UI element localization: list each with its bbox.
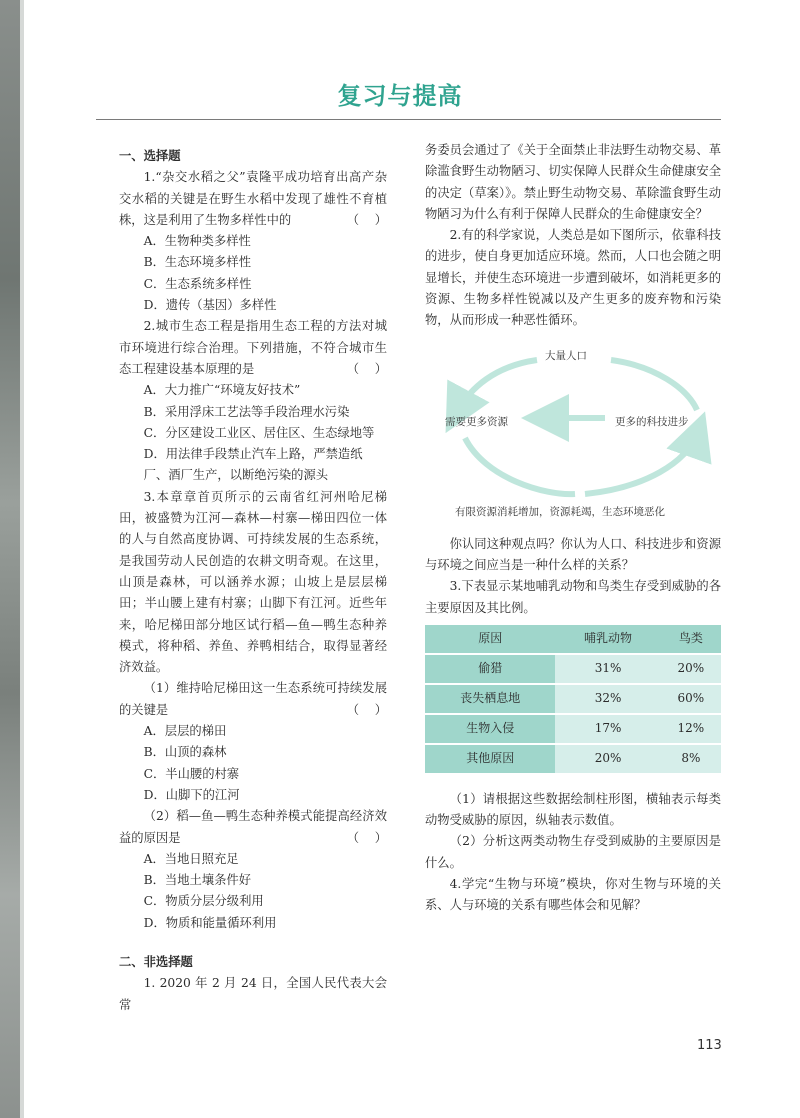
answer-paren: （ ） xyxy=(346,212,387,227)
arrow-left-to-bottom xyxy=(465,438,575,494)
table-cell: 8% xyxy=(661,744,721,774)
option: C．分区建设工业区、居住区、生态绿地等 xyxy=(143,425,375,440)
sub2-text: （2）稻—鱼—鸭生态种养模式能提高经济效益的原因是 xyxy=(119,809,387,845)
question-2 xyxy=(119,316,387,486)
nonchoice-3: 3.下表显示某地哺乳动物和鸟类生存受到威胁的各主要原因及其比例。 xyxy=(425,579,721,615)
table-row xyxy=(425,744,721,774)
table-cell: 偷猎 xyxy=(425,654,555,684)
page-title: 复习与提高 xyxy=(337,82,463,110)
table-header: 鸟类 xyxy=(661,625,721,654)
page-number: 113 xyxy=(697,1038,722,1053)
nonchoice-3-sub2: （2）分析这两类动物生存受到威胁的主要原因是什么。 xyxy=(425,834,721,870)
threat-table xyxy=(425,625,721,775)
question-3-sub1 xyxy=(119,678,387,721)
arrow-top-to-left xyxy=(457,360,537,412)
table-header: 原因 xyxy=(425,625,555,654)
nonchoice-1-start: 1. 2020 年 2 月 24 日，全国人民代表大会常 xyxy=(119,976,387,1012)
nonchoice-4: 4.学完“生物与环境”模块，你对生物与环境的关系、人与环境的关系有哪些体会和见解？ xyxy=(425,877,721,913)
table-header-row xyxy=(425,625,721,654)
section-nonchoice-heading: 二、非选择题 xyxy=(119,954,193,969)
arrow-top-to-right xyxy=(611,360,697,410)
diagram-label-consequence: 有限资源消耗增加，资源耗竭，生态环境恶化 xyxy=(455,505,665,518)
table-cell: 31% xyxy=(555,654,660,684)
table-row xyxy=(425,684,721,714)
sub1-text: （1）维持哈尼梯田这一生态系统可持续发展的关键是 xyxy=(119,681,387,717)
option: D．物质和能量循环利用 xyxy=(143,915,277,930)
page-edge-photo xyxy=(0,0,20,1118)
question-1-text: 1.“杂交水稻之父”袁隆平成功培育出高产杂交水稻的关键是在野生水稻中发现了雄性不育植株，这是利用了生物多样性中的 xyxy=(119,170,387,227)
table-cell: 12% xyxy=(661,714,721,744)
table-row xyxy=(425,714,721,744)
option: D．遗传（基因）多样性 xyxy=(143,298,277,313)
nonchoice-2-question: 你认同这种观点吗？你认为人口、科技进步和资源与环境之间应当是一种什么样的关系？ xyxy=(425,536,721,572)
diagram-label-resources: 需要更多资源 xyxy=(445,415,508,428)
option: B．生态环境多样性 xyxy=(143,255,252,270)
nonchoice-3-sub1: （1）请根据这些数据绘制柱形图，横轴表示每类动物受威胁的原因，纵轴表示数值。 xyxy=(425,791,721,828)
option: C．物质分层分级利用 xyxy=(143,894,264,909)
table-row xyxy=(425,654,721,684)
table-cell: 20% xyxy=(555,744,660,774)
option: A．生物种类多样性 xyxy=(143,234,251,249)
nonchoice-1-continued: 务委员会通过了《关于全面禁止非法野生动物交易、革除滥食野生动物陋习、切实保障人民群众生命健康安全的决定（草案）》。禁止野生动物交易、革除滥食野生动物陋习为什么有利于保障人民群众的生命健康安全？ xyxy=(425,143,721,221)
option: D．用法律手段禁止汽车上路，严禁造纸厂、酒厂生产，以断绝污染的源头 xyxy=(143,447,363,483)
option: C．半山腰的村寨 xyxy=(143,766,240,781)
question-1-stem xyxy=(119,167,387,231)
right-column xyxy=(425,140,721,917)
nonchoice-2: 2.有的科学家说，人类总是如下图所示，依靠科技的进步，使自身更加适应环境。然而，人口也会随之明显增长，并使生态环境进一步遭到破坏，如消耗更多的资源、生物多样性锐减以及产生更多的废弃物和污染物，从而形成一种恶性循环。 xyxy=(425,228,721,328)
cycle-diagram xyxy=(425,338,721,528)
option: B．山顶的森林 xyxy=(143,745,227,760)
answer-paren: （ ） xyxy=(346,830,387,845)
option: B．当地土壤条件好 xyxy=(143,873,252,888)
left-column xyxy=(119,140,387,1016)
page-edge-border xyxy=(20,0,24,1118)
answer-paren: （ ） xyxy=(346,361,387,376)
diagram-label-technology: 更多的科技进步 xyxy=(615,415,689,428)
option: A．当地日照充足 xyxy=(143,851,239,866)
question-2-stem xyxy=(119,316,387,380)
question-2-text: 2.城市生态工程是指用生态工程的方法对城市环境进行综合治理。下列措施，不符合城市生态工程建设基本原理的是 xyxy=(119,319,387,376)
arrow-bottom-to-right xyxy=(585,434,697,494)
question-1 xyxy=(119,167,387,316)
title-rule xyxy=(96,119,721,120)
table-cell: 17% xyxy=(555,714,660,744)
table-cell: 32% xyxy=(555,684,660,714)
option: A．层层的梯田 xyxy=(143,724,227,739)
table-cell: 60% xyxy=(661,684,721,714)
option: C．生态系统多样性 xyxy=(143,276,252,291)
option: D．山脚下的江河 xyxy=(143,787,240,802)
table-cell: 20% xyxy=(661,654,721,684)
answer-paren: （ ） xyxy=(346,702,387,717)
question-3 xyxy=(119,487,387,934)
table-cell: 其他原因 xyxy=(425,744,555,774)
table-header: 哺乳动物 xyxy=(555,625,660,654)
table-cell: 丧失栖息地 xyxy=(425,684,555,714)
option: B．采用浮床工艺法等手段治理水污染 xyxy=(143,404,350,419)
question-3-sub2 xyxy=(119,806,387,849)
diagram-label-population: 大量人口 xyxy=(545,349,587,362)
question-3-stem: 3.本章章首页所示的云南省红河州哈尼梯田，被盛赞为江河—森林—村寨—梯田四位一体的人与自然高度协调、可持续发展的生态系统，是我国劳动人民创造的农耕文明奇观。在这里，山顶是森林，可以涵养水源；山坡上是层层梯田；半山腰上建有村寨；山脚下有江河。近些年来，哈尼梯田部分地区试行稻—鱼—鸭生态种养模式，将种稻、养鱼、养鸭相结合，取得显著经济效益。 xyxy=(119,489,387,675)
table-cell: 生物入侵 xyxy=(425,714,555,744)
option: A．大力推广“环境友好技术” xyxy=(143,383,301,398)
section-choice-heading: 一、选择题 xyxy=(119,149,181,163)
